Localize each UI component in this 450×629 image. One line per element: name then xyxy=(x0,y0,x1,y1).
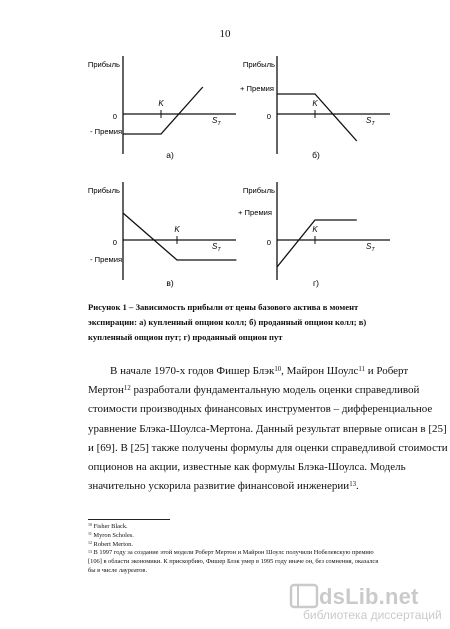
premium-label: + Премия xyxy=(238,208,273,217)
panel-label: б) xyxy=(312,150,320,160)
axis-label-x: $S_T$ xyxy=(212,116,221,127)
watermark-subtitle: библиотека диссертаций xyxy=(303,608,442,622)
panel-label: в) xyxy=(166,278,174,288)
paragraph-line: и [69]. В [25] также получены формулы для оценки справедливой стоимости xyxy=(88,441,448,454)
caption-line-3: купленный опцион пут; г) проданный опцион пут xyxy=(88,332,283,342)
zero-label: 0 xyxy=(112,238,117,247)
footnote-ref: 12 xyxy=(123,385,131,393)
premium-label: - Премия xyxy=(90,255,123,264)
page-number: 10 xyxy=(219,28,231,40)
axes xyxy=(277,182,390,280)
axis-label-y: Прибыль xyxy=(87,186,120,195)
footnote-divider xyxy=(88,519,170,520)
premium-label: - Премия xyxy=(90,127,123,136)
footnote: $^{12}$ Robert Merton. xyxy=(88,539,133,548)
panel-label: г) xyxy=(313,278,319,288)
paragraph-line: стоимости производных финансовых инструментов – дифференциальное xyxy=(88,403,433,416)
axes xyxy=(123,56,236,154)
watermark-logo-icon xyxy=(290,583,318,609)
zero-label: 0 xyxy=(266,238,271,247)
body-paragraph xyxy=(88,362,448,496)
caption-line-1: Рисунок 1 – Зависимость прибыли от цены базового актива в момент xyxy=(88,302,359,312)
caption-line-2: экспирации: а) купленный опцион колл; б) проданный опцион колл; в) xyxy=(88,317,367,327)
paragraph-line: значительно ускорила развитие финансовой инженерии$^{13}$. xyxy=(88,480,359,493)
strike-label: K xyxy=(312,99,318,108)
strike-label: K xyxy=(312,225,318,234)
strike-label: K xyxy=(158,99,164,108)
footnote-ref: 11 xyxy=(358,365,365,373)
axis-label-x: $S_T$ xyxy=(366,242,375,253)
axes xyxy=(277,56,390,154)
zero-label: 0 xyxy=(112,112,117,121)
premium-label: + Премия xyxy=(240,84,275,93)
footnote-continuation: бы в числе лауреатов. xyxy=(88,566,148,574)
footnote-continuation: [106] в области экономики. К прискорбию, Фишер Блэк умер в 1995 году иначе он, без сомнения, оказался xyxy=(88,558,379,566)
footnotes xyxy=(88,523,388,576)
panel-label: а) xyxy=(166,150,174,160)
paragraph-line: уравнение Блэка-Шоулса-Мертона. Данный результат впервые описан в [25] xyxy=(88,422,447,435)
figure-caption xyxy=(88,300,388,345)
footnote: $^{13}$ В 1997 году за создание этой модели Роберт Мертон и Майрон Шоулс получили Нобелевскую премию xyxy=(88,548,374,557)
axis-label-y: Прибыль xyxy=(87,60,120,69)
chart-panel-d xyxy=(226,176,406,296)
axis-label-x: $S_T$ xyxy=(366,116,375,127)
watermark-logo-text: dsLib.net xyxy=(319,584,419,609)
footnote-ref: 10 xyxy=(274,365,282,373)
footnote-ref: 13 xyxy=(349,481,357,489)
paragraph-line: В начале 1970-х годов Фишер Блэк$^{10}$, Майрон Шоулс$^{11}$ и Роберт xyxy=(110,365,409,377)
axis-label-y: Прибыль xyxy=(242,186,275,195)
axis-label-y: Прибыль xyxy=(242,60,275,69)
paragraph-line: Мертон$^{12}$ разработали фундаментальную модель оценки справедливой xyxy=(88,384,420,397)
axis-label-x: $S_T$ xyxy=(212,242,221,253)
footnote: $^{11}$ Myron Scholes. xyxy=(88,531,134,539)
footnote: $^{10}$ Fisher Black. xyxy=(88,522,128,530)
zero-label: 0 xyxy=(266,112,271,121)
chart-panel-b xyxy=(226,50,406,170)
strike-label: K xyxy=(174,225,180,234)
payoff-line xyxy=(123,87,203,134)
paragraph-line: опционов на акции, известные как формулы Блэка-Шоулса. Модель xyxy=(88,461,406,474)
